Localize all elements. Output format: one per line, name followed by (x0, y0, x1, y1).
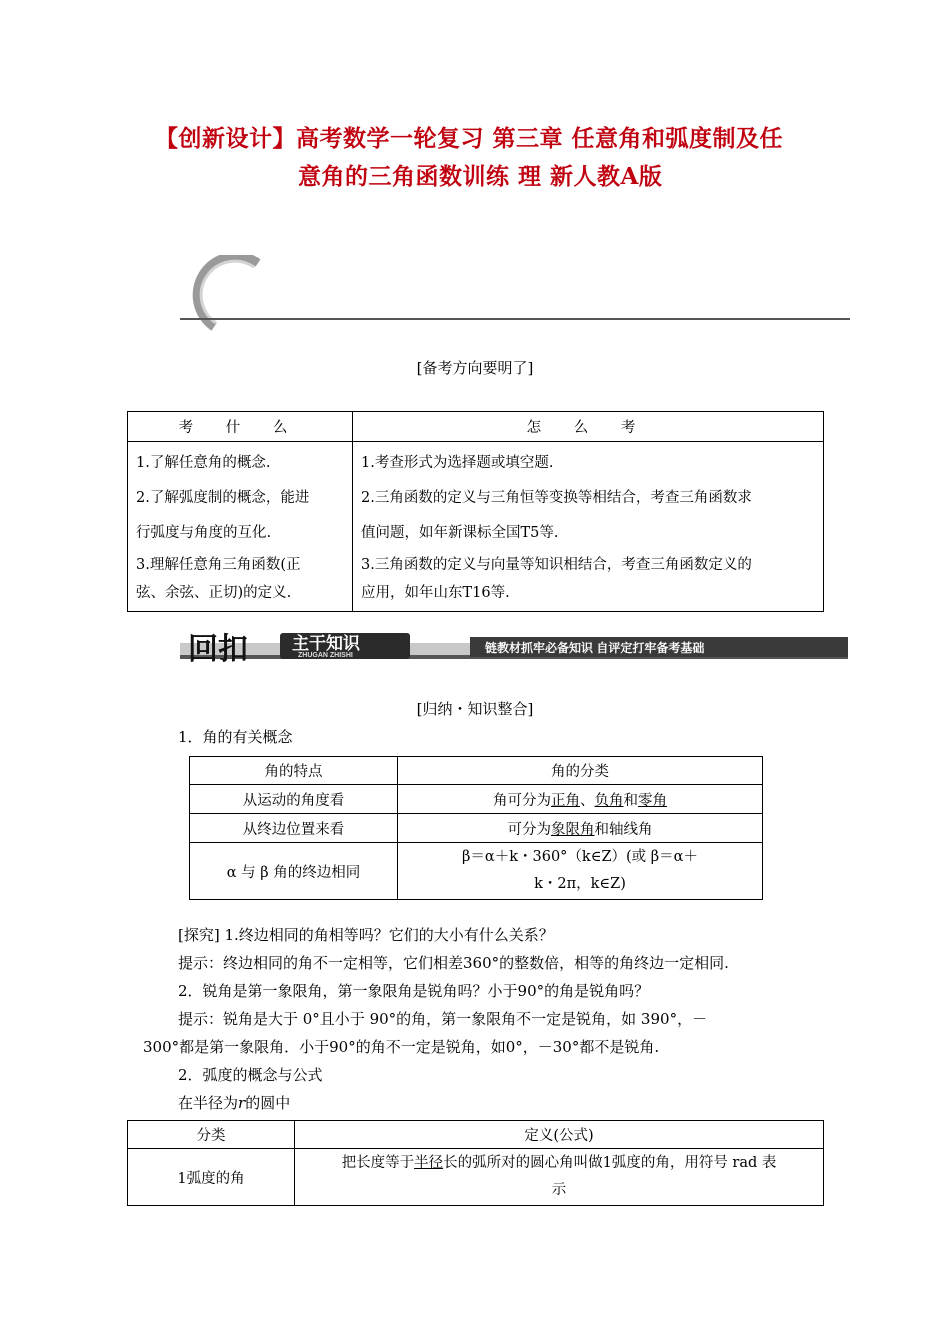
item2-subtitle: 在半径为r的圆中 (178, 1094, 291, 1112)
list-item: 弦、余弦、正切)的定义. (136, 585, 292, 601)
table-row (128, 1149, 824, 1206)
table-row (190, 785, 763, 814)
exam-how-cell (353, 442, 824, 612)
title-line-2: 意角的三角函数训练 理 新人教A版 (298, 163, 663, 190)
arc-decoration-icon (180, 255, 850, 335)
radian-table (127, 1120, 824, 1206)
table-cell: α 与 β 角的终边相同 (190, 843, 398, 900)
list-item: 值问题，如年新课标全国T5等. (361, 525, 559, 541)
table-cell: 从运动的角度看 (190, 785, 398, 814)
table-cell: 可分为象限角和轴线角 (398, 814, 763, 843)
table-row (190, 814, 763, 843)
table-header: 角的分类 (398, 757, 763, 785)
list-item: 1.考查形式为选择题或填空题. (361, 455, 554, 471)
banner-big-text: 回扣 (188, 633, 248, 665)
explore-answer-2-line-1: 提示：锐角是大于 0°且小于 90°的角，第一象限角不一定是锐角，如 390°，－ (178, 1010, 708, 1028)
table-cell: 角可分为正角、负角和零角 (398, 785, 763, 814)
table-header: 定义(公式) (295, 1121, 824, 1149)
exam-what-cell (128, 442, 353, 612)
explore-question-1: [探究] 1.终边相同的角相等吗？它们的大小有什么关系？ (178, 926, 554, 944)
table-row (190, 843, 763, 900)
list-item: 3.理解任意角三角函数(正 (136, 557, 301, 573)
list-item: 1.了解任意角的概念. (136, 455, 271, 471)
table-cell: 从终边位置来看 (190, 814, 398, 843)
table-cell: 1弧度的角 (128, 1149, 295, 1206)
list-item: 应用，如年山东T16等. (361, 585, 510, 601)
explore-answer-1: 提示：终边相同的角不一定相等，它们相差360°的整数倍，相等的角终边一定相同. (178, 954, 729, 972)
table-header: 怎 么 考 (353, 412, 824, 442)
list-item: 2.了解弧度制的概念，能进 (136, 490, 310, 506)
section-banner (180, 631, 848, 665)
angle-concept-table (189, 756, 763, 900)
explore-answer-2-line-2: 300°都是第一象限角．小于90°的角不一定是锐角，如0°，－30°都不是锐角. (143, 1038, 660, 1056)
section-heading-exam: [备考方向要明了] (416, 359, 534, 377)
table-cell: 把长度等于半径长的弧所对的圆心角叫做1弧度的角，用符号 rad 表 示 (295, 1149, 824, 1206)
title-line-1: 【创新设计】高考数学一轮复习 第三章 任意角和弧度制及任 (155, 125, 784, 152)
list-item: 2.三角函数的定义与三角恒等变换等相结合，考查三角函数求 (361, 490, 752, 506)
banner-slogan: 链教材抓牢必备知识 自评定打牢备考基础 (485, 641, 705, 655)
list-item: 3.三角函数的定义与向量等知识相结合，考查三角函数定义的 (361, 557, 752, 573)
banner-main-text: 主干知识 (292, 634, 360, 653)
explore-question-2: 2．锐角是第一象限角，第一象限角是锐角吗？小于90°的角是锐角吗？ (178, 982, 650, 1000)
table-cell: β＝α＋k・360°（k∈Z）(或 β＝α＋ k・2π，k∈Z) (398, 843, 763, 900)
table-header: 角的特点 (190, 757, 398, 785)
item1-title: 1．角的有关概念 (178, 728, 293, 746)
section-heading-knowledge: [归纳・知识整合] (416, 700, 534, 718)
item2-title: 2．弧度的概念与公式 (178, 1066, 323, 1084)
table-header: 分类 (128, 1121, 295, 1149)
banner-pinyin: ZHUGAN ZHISHI (298, 652, 353, 659)
exam-direction-table (127, 411, 824, 612)
table-header: 考 什 么 (128, 412, 353, 442)
list-item: 行弧度与角度的互化. (136, 525, 272, 541)
